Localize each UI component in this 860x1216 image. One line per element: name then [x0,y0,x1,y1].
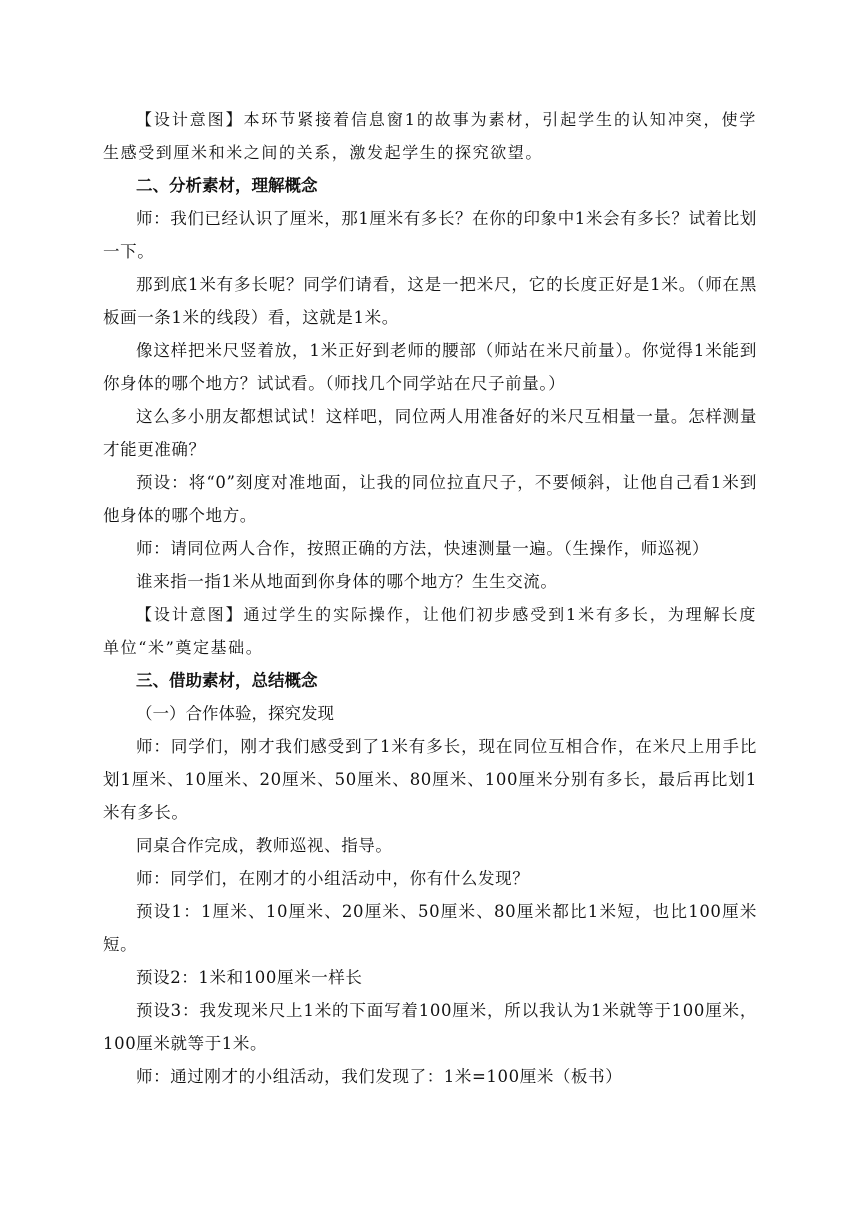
paragraph: 谁来指一指1米从地面到你身体的哪个地方？生生交流。 [136,572,558,591]
paragraph: 预设2：1米和100厘米一样长 [136,968,363,987]
document-page [103,103,757,1093]
paragraph: 师：同学们，刚才我们感受到了1米有多长，现在同位互相合作，在米尺上用手比划1厘米、10厘米、20厘米、50厘米、80厘米、100厘米分别有多长，最后再比划1米有多长。 [103,737,757,822]
paragraph: 预设：将“0”刻度对准地面，让我的同位拉直尺子，不要倾斜，让他自己看1米到他身体的哪个地方。 [103,473,757,525]
section-heading-3: 三、借助素材，总结概念 [136,671,318,690]
section-heading-2: 二、分析素材，理解概念 [136,176,318,195]
paragraph: 这么多小朋友都想试试！这样吧，同位两人用准备好的米尺互相量一量。怎样测量才能更准确？ [103,407,757,459]
paragraph: 那到底1米有多长呢？同学们请看，这是一把米尺，它的长度正好是1米。（师在黑板画一条1米的线段）看，这就是1米。 [103,275,757,327]
subsection-heading: （一）合作体验，探究发现 [136,704,334,723]
paragraph: 像这样把米尺竖着放，1米正好到老师的腰部（师站在米尺前量）。你觉得1米能到你身体的哪个地方？试试看。（师找几个同学站在尺子前量。） [103,341,757,393]
paragraph: 师：请同位两人合作，按照正确的方法，快速测量一遍。（生操作，师巡视） [136,539,710,558]
design-intent-note-1: 【设计意图】本环节紧接着信息窗1的故事为素材，引起学生的认知冲突，使学生感受到厘米和米之间的关系，激发起学生的探究欲望。 [103,110,757,162]
paragraph: 师：通过刚才的小组活动，我们发现了：1米=100厘米（板书） [136,1067,623,1086]
design-intent-note-2: 【设计意图】通过学生的实际操作，让他们初步感受到1米有多长，为理解长度单位“米”奠定基础。 [103,605,757,657]
paragraph: 预设1：1厘米、10厘米、20厘米、50厘米、80厘米都比1米短，也比100厘米短。 [103,902,757,954]
paragraph: 预设3：我发现米尺上1米的下面写着100厘米，所以我认为1米就等于100厘米，100厘米就等于1米。 [103,1001,757,1053]
paragraph: 师：我们已经认识了厘米，那1厘米有多长？在你的印象中1米会有多长？试着比划一下。 [103,209,757,261]
paragraph: 同桌合作完成，教师巡视、指导。 [136,836,393,855]
paragraph: 师：同学们，在刚才的小组活动中，你有什么发现？ [136,869,530,888]
